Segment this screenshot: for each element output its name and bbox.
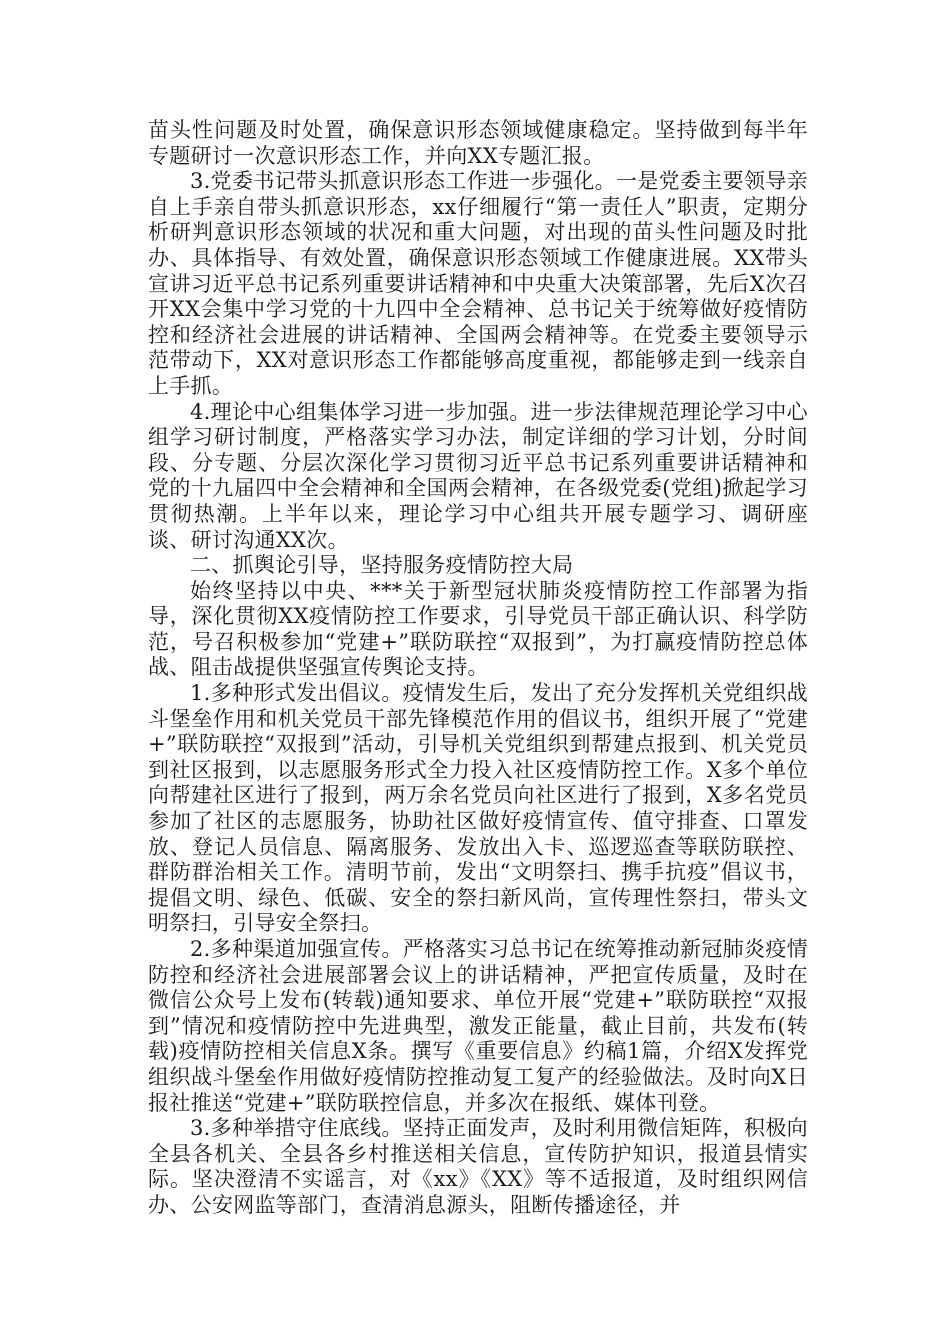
paragraph: 4.理论中心组集体学习进一步加强。进一步法律规范理论学习中心组学习研讨制度，严格落实学习办法，制定详细的学习计划，分时间段、分专题、分层次深化学习贯彻习近平总书记系列重要讲话精神和党的十九届四中全会精神和全国两会精神，在各级党委(党组)掀起学习贯彻热潮。上半年以来，理论学习中心组共开展专题学习、调研座谈、研讨沟通XX次。 [148, 399, 808, 552]
paragraph: 3.多种举措守住底线。坚持正面发声，及时利用微信矩阵，积极向全县各机关、全县各乡村推送相关信息，宣传防护知识，报道县情实际。坚决澄清不实谣言，对《xx》《XX》等不适报道，及时组织网信办、公安网监等部门，查清消息源头，阻断传播途径，并 [148, 1116, 808, 1217]
paragraph: 3.党委书记带头抓意识形态工作进一步强化。一是党委主要领导亲自上手亲自带头抓意识形态，xx仔细履行“第一责任人”职责，定期分析研判意识形态领域的状况和重大问题，对出现的苗头性问题及时批办、具体指导、有效处置，确保意识形态领域工作健康进展。XX带头宣讲习近平总书记系列重要讲话精神和中央重大决策部署，先后X次召开XX会集中学习党的十九四中全会精神、总书记关于统筹做好疫情防控和经济社会进展的讲话精神、全国两会精神等。在党委主要领导示范带动下，XX对意识形态工作都能够高度重视，都能够走到一线亲自上手抓。 [148, 169, 808, 398]
paragraph: 1.多种形式发出倡议。疫情发生后，发出了充分发挥机关党组织战斗堡垒作用和机关党员干部先锋模范作用的倡议书，组织开展了“党建+”联防联控“双报到”活动，引导机关党组织到帮建点报到、机关党员到社区报到，以志愿服务形式全力投入社区疫情防控工作。X多个单位向帮建社区进行了报到，两万余名党员向社区进行了报到，X多名党员参加了社区的志愿服务，协助社区做好疫情宣传、值守排查、口罩发放、登记人员信息、隔离服务、发放出入卡、巡逻巡查等联防联控、群防群治相关工作。清明节前，发出“文明祭扫、携手抗疫”倡议书，提倡文明、绿色、低碳、安全的祭扫新风尚，宣传理性祭扫，带头文明祭扫，引导安全祭扫。 [148, 681, 808, 936]
section-heading: 二、抓舆论引导，坚持服务疫情防控大局 [190, 553, 574, 578]
document-body [148, 118, 808, 1219]
paragraph: 苗头性问题及时处置，确保意识形态领域健康稳定。坚持做到每半年专题研讨一次意识形态工作，并向XX专题汇报。 [148, 118, 808, 168]
paragraph: 始终坚持以中央、***关于新型冠状肺炎疫情防控工作部署为指导，深化贯彻XX疫情防控工作要求，引导党员干部正确认识、科学防范，号召积极参加“党建+”联防联控“双报到”，为打赢疫情防控总体战、阻击战提供坚强宣传舆论支持。 [148, 578, 808, 680]
paragraph: 2.多种渠道加强宣传。严格落实习总书记在统筹推动新冠肺炎疫情防控和经济社会进展部署会议上的讲话精神，严把宣传质量，及时在微信公众号上发布(转载)通知要求、单位开展“党建+”联防联控“双报到”情况和疫情防控中先进典型，激发正能量，截止目前，共发布(转载)疫情防控相关信息X条。撰写《重要信息》约稿1篇，介绍X发挥党组织战斗堡垒作用做好疫情防控推动复工复产的经验做法。及时向X日报社推送“党建+”联防联控信息，并多次在报纸、媒体刊登。 [148, 937, 808, 1115]
